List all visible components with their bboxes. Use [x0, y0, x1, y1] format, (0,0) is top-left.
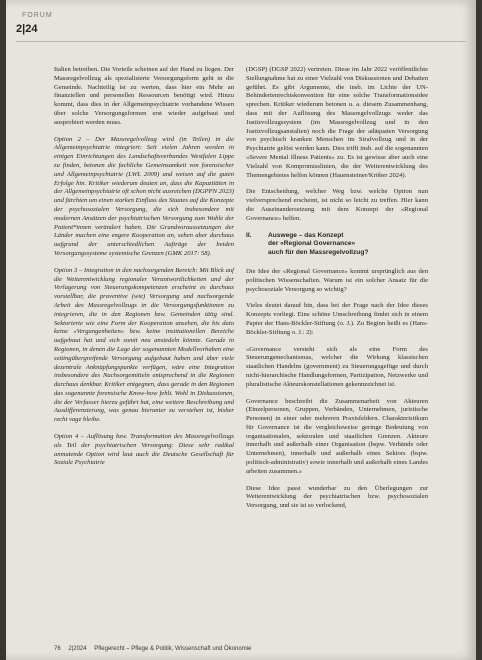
paragraph: (DGSP) (DGSP 2022) vertreten. Diese im Jahr 2022 veröffentlichte Stellungnahme hat zu einer Vielzahl von Diskussionen und Debatten geführt. Es gibt Argumente, die insb. im Lichte der UN-Behindertenrechtskonvention für eine solche Transformationsidee sprechen. Kritiker wiederum betonen u. a. diesem Zusammenhang, dass mit der Auflösung des Massregelvollzugs weder das Justizvollzugssystem (im Massregelvollzug und in den Justizvollzugsanstalten) noch die Frage der adäquaten Versorgung von psychisch kranken Menschen im Strafvollzug und in der Psychiatrie gelöst werden kann. Dies trifft insb. auf die sogenannten «Severe Mental Illness Patients» zu. Es ist gewisse aber auch eine Vielzahl von Kompromisslinien, die der Weiterentwicklung des Themengebietes helfen können (Hauensteiner/Kröber 2024).	[246, 66, 428, 179]
issue-number: 2|24	[16, 23, 38, 35]
section-heading	[246, 232, 428, 258]
section-title-line: auch für den Massregelvollzug?	[268, 249, 369, 257]
paragraph: Diese Idee passt wunderbar zu den Überlegungen zur Weiterentwicklung der psychiatrischen bzw. psychosozialen Versorgung, und sie ist so verlockend,	[246, 484, 428, 510]
header-rule	[16, 41, 466, 42]
page-number: 76	[54, 646, 61, 652]
quote-paragraph: «Governance versteht sich als eine Form des Steuerungsmechanismus, welcher die Wirkung klassischen staatlichen Handelns (government) zu Steuerungsgefüge und durch nicht-hierarchische Handlungsformen, Partizipation, Netzwerke und pluralistische Akteurskonstellationen gekennzeichnet ist.	[246, 345, 428, 388]
paragraph: Italien betreiben. Die Vorteile scheinen auf der Hand zu liegen. Der Massregelvollzug als spezialisierte Versorgungsform geht in die Gemeinde. Nachteilig ist zu werten, dass hier ein Mehr an finanziellen und personellen Ressourcen benötigt wird. Hinzu kommt, dass dies in der Allgemeinpsychiatrie vorhandene Wissen über solche Versorgungsformen erst wieder aufgebaut und ausprobiert werden muss.	[54, 66, 234, 126]
page-footer	[54, 646, 251, 652]
page-header	[16, 12, 53, 35]
paragraph: Vieles deutet darauf hin, dass bei der Frage nach der Idee dieses Konzepts vorliegt. Eine schöne Umschreibung findet sich in einem Papier der Hans-Böckler-Stiftung (o. J.). Zu Beginn heißt es (Hans-Böckler-Stiftung o. J.: 2):	[246, 302, 428, 336]
section-number: II.	[246, 231, 252, 239]
right-column	[246, 66, 428, 511]
quote-paragraph: Governance beschreibt die Zusammenarbeit von Akteuren (Einzelpersonen, Gruppen, Verbänden, Unternehmen, juristische Personen) in einer oder mehreren Praxisfeldern. Charakteristikum für Governance ist die vergleichsweise geringe Bedeutung von organisationalen, sektoralen und staatlichen Grenzen. Akteure innerhalb und außerhalb einer Organisation (bspw. Verbände oder Unternehmen), innerhalb und außerhalb eines Sektors (bspw. politisch-administrativ) sowie innerhalb und außerhalb eines Landes arbeiten zusammen.»	[246, 397, 428, 475]
paragraph-option-4: Option 4 – Auflösung bzw. Transformation des Massregelvollzugs als Teil der psychiatrischen Versorgung: Diese sehr radikal anmutende Option wird laut auch die Deutsche Gesellschaft für Soziale Psychiatrie	[54, 433, 234, 467]
paragraph: Die Entscheidung, welcher Weg bzw. welche Option nun vielversprechend erscheint, ist nicht so leicht zu treffen. Hier kann die Auseinandersetzung mit dem Konzept der «Regional Governance» helfen.	[246, 188, 428, 222]
left-column	[54, 66, 234, 468]
section-title-line: Auswege – das Konzept	[268, 231, 344, 239]
section-title	[268, 232, 368, 258]
paragraph: Die Idee der «Regional Governance» kommt ursprünglich aus den politischen Wissenschaften. Warum ist ein solcher Ansatz für die psychosoziale Versorgung so wichtig?	[246, 267, 428, 293]
section-title-line: der «Regional Governance»	[268, 240, 356, 248]
journal-title: Pflegerecht – Pflege & Politik, Wissenschaft und Ökonomie	[94, 646, 252, 652]
paragraph-option-3: Option 3 – Integration in den nachsorgenden Bereich: Mit Blick auf die Weiterentwicklung regionaler Verantwortlichkeiten und der Verlagerung von Steuerungskompetenzen erscheint es durchaus vorstellbar, die praventive (wie) Versorgung und nachsorgende Arbeit des Massregelvollzugs in die Versorgungsfunktionen zu integrieren, die in den Regionen bzw. Gemeinden tätig sind. Sektorierte wie eine Form der Kooperation ansehen, die bis dato keine «Vergangenheiten» bzw. keine institutionellen Bereiche aufgebaut hat und sich somit neu ansiedeln könnte. Gerade in Regionen, in denen die Lage der sogenannten Modellvorhaben eine settingübergreifende Versorgung aufgebaut haben und über viele dezentrale Anknüpfungspunkte verfügen, wäre eine Integration insbesondere des Nachsorgemitteln entsprechend in die Regionen durchaus denkbar. Kritiker entgegnen, dass gerade in den Regionen das sogenannte forensische Know-how fehlt. Wohl in Diskussionen, die der Verfasser hierzu geführt hat, eine weitere Beschreibung und Ausdifferenzierung, was genau hierunter zu verstehen ist, bisher recht vage bleibe.	[54, 266, 234, 424]
footer-issue: 2|2024	[68, 646, 87, 652]
header-kicker: FORUM	[22, 12, 53, 19]
page	[6, 0, 476, 660]
paragraph-option-2: Option 2 – Der Massregelvollzug wird (in Teilen) in die Allgemeinpsychiatrie integriert: Seit vielen Jahren werden in einigen Einrichtungen des Landschaftsverbandes Westfalen Lippe zu finden, betonen die fachliche Gemeinsamkeit von forensischer und Allgemeinpsychiatrie (LWL 2009) und weisen auf die guten Erfolge hin. Kritiker wiederum deuten an, dass die Kapazitäten in der Allgemeinpsychiatrie oft schon nicht ausreichen (DGPPN 2023) und fürchten um einen starken Einfluss des Staates auf die Konzepte der psychosozialen Versorgung, die sich insbesondere mit modernen Ansätzen der psychiatrischen Versorgung zum Wohle der Patient*innen verändert haben. Die Grundvoraussetzungen der Länder machen eine engere Kooperation an, sehen aber durchaus aufgrund der unterschiedlichen Aufträge der beiden Versorgungssysteme systemische Grenzen (GMK 2017: 58).	[54, 135, 235, 257]
